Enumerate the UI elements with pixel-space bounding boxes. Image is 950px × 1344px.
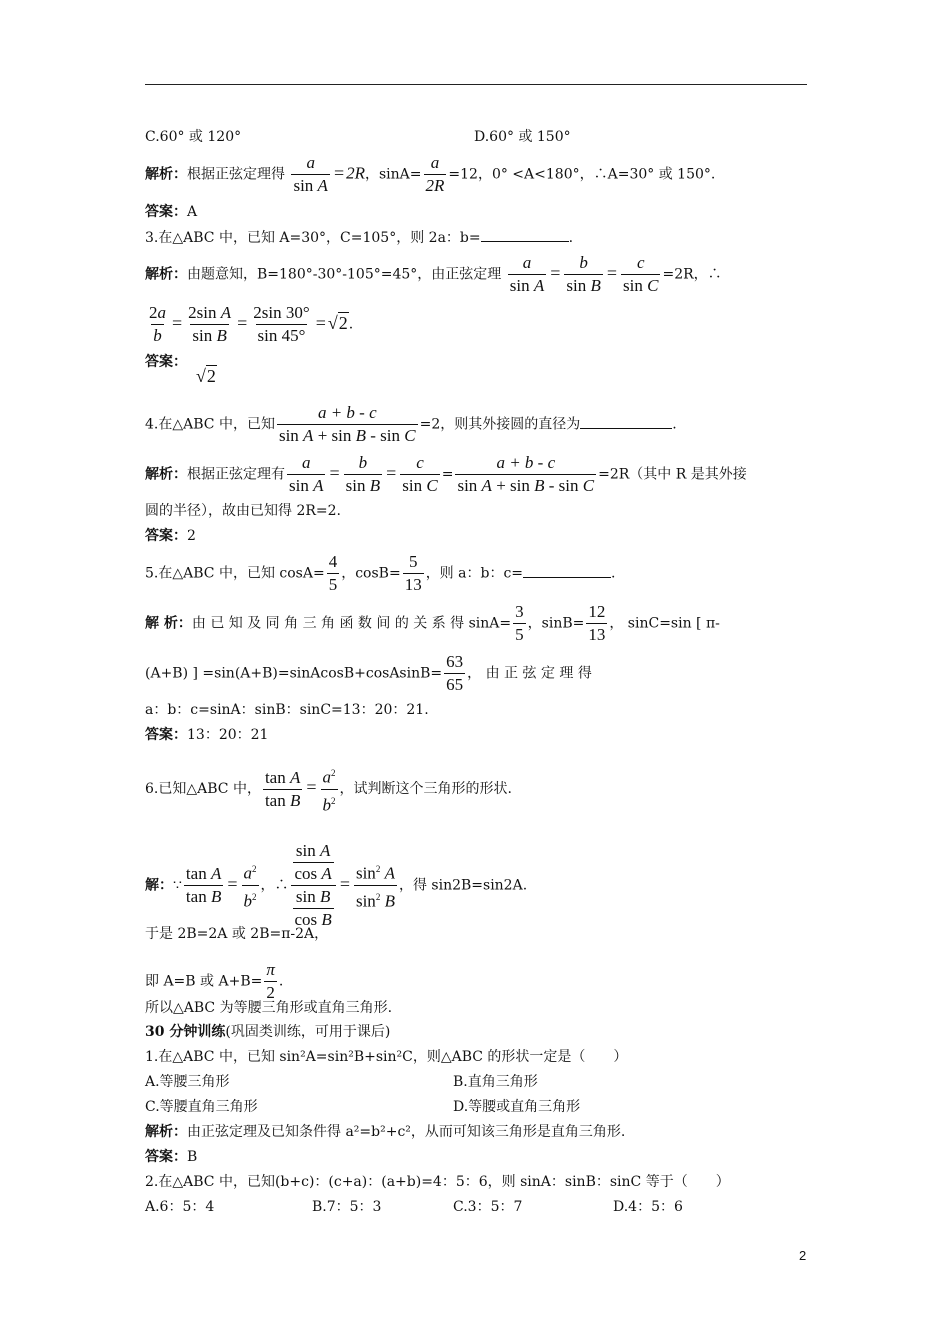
s1-answer: 答案：B: [145, 1149, 198, 1165]
s1-option-c: C.等腰直角三角形: [145, 1099, 258, 1115]
answer-4: 答案：2: [145, 528, 196, 544]
solution-6-line3: 即 A=B 或 A+B= $\frac{\pi}{2}$ .: [145, 960, 284, 1002]
header-rule: [145, 84, 807, 85]
analysis-2: 解析：根据正弦定理得 $\frac{a}{\text{sin A}}$ = 2R，sinA= $\frac{a}{2R}$ =12，0° <A<180°，∴A=30° 或 150°.: [145, 153, 716, 195]
answer-5: 答案：13：20：21: [145, 727, 269, 743]
answer-3: 答案：: [145, 354, 187, 370]
analysis-4: 解析：根据正弦定理有 $\frac{a}{\text{sin A}}$ = $\frac{b}{\text{sin B}}$ = $\frac{c}{\text{sin C}}$ = $\frac{a + b - c}{\text{sin A + sin B - sin C}}$ =2R（其中 R 是其外接: [145, 453, 747, 495]
analysis-3: 解析：由题意知，B=180°-30°-105°=45°，由正弦定理 $\frac{a}{\text{sin A}}$ = $\frac{b}{\text{sin B}}$ = $\frac{c}{\text{sin C}}$ =2R，∴: [145, 253, 722, 295]
question-6: 6.已知△ABC 中， $\frac{\text{tan A}}{\text{tan B}}$ = $\frac{a^2}{b^2}$ ，试判断这个三角形的形状.: [145, 767, 512, 815]
s1-analysis: 解析：由正弦定理及已知条件得 a²=b²+c²，从而可知该三角形是直角三角形.: [145, 1124, 626, 1140]
section-title: 30 分钟训练(巩固类训练，可用于课后): [145, 1024, 391, 1040]
s2-question: 2.在△ABC 中，已知(b+c)：(c+a)：(a+b)=4：5：6，则 sinA：sinB：sinC 等于（ ）: [145, 1174, 730, 1190]
question-5: 5.在△ABC 中，已知 cosA= $\frac{4}{5}$ ，cosB= $\frac{5}{13}$ ，则 a：b：c= .: [145, 552, 616, 594]
s2-option-a: A.6：5：4: [145, 1199, 215, 1215]
option-c: C.60° 或 120°: [145, 129, 242, 145]
answer-2: 答案：A: [145, 204, 198, 220]
analysis-5-cont: (A+B) ] =sin(A+B)=sinAcosB+cosAsinB= $\frac{63}{65}$ ， 由 正 弦 定 理 得: [145, 652, 592, 694]
analysis-5-ratio: a：b：c=sinA：sinB：sinC=13：20：21.: [145, 702, 429, 718]
page-number: 2: [799, 1248, 807, 1263]
s2-option-d: D.4：5：6: [613, 1199, 683, 1215]
analysis-4-cont: 圆的半径），故由已知得 2R=2.: [145, 503, 341, 519]
analysis-5: 解 析：由 已 知 及 同 角 三 角 函 数 间 的 关 系 得 sinA= $\frac{3}{5}$ ，sinB= $\frac{12}{13}$ ， sinC=sin [ π-: [145, 602, 720, 644]
s1-option-b: B.直角三角形: [453, 1074, 538, 1090]
s2-option-b: B.7：5：3: [312, 1199, 382, 1215]
s2-option-c: C.3：5：7: [453, 1199, 523, 1215]
analysis-3-formula: $\frac{2a}{b}$ = $\frac{\text{2sin A}}{\text{sin B}}$ = $\frac{2\sin 30^\circ}{\sin 45^\circ}$ = √2.: [149, 303, 354, 345]
s1-option-d: D.等腰或直角三角形: [453, 1099, 581, 1115]
solution-6-line4: 所以△ABC 为等腰三角形或直角三角形.: [145, 1000, 393, 1016]
question-3: 3.在△ABC 中，已知 A=30°，C=105°，则 2a：b= .: [145, 227, 573, 248]
option-d: D.60° 或 150°: [474, 129, 571, 145]
question-4: 4.在△ABC 中，已知 $\frac{a + b - c}{\text{sin A + sin B - sin C}}$ =2，则其外接圆的直径为 .: [145, 403, 677, 445]
solution-6: 解：∵ $\frac{\text{tan A}}{\text{tan B}}$ = $\frac{a^2}{b^2}$ ，∴ $\frac{\frac{\text{sin A}}{\text{cos A}}}{\frac{\text{sin B}}{\text{cos B}}}$ = $\frac{\sin^2 A}{\sin^2 B}$ ，得 sin2B=sin2A.: [145, 841, 528, 929]
s1-question: 1.在△ABC 中，已知 sin²A=sin²B+sin²C，则△ABC 的形状一定是（ ）: [145, 1049, 628, 1065]
solution-6-line2: 于是 2B=2A 或 2B=π-2A，: [145, 926, 329, 942]
answer-3-value: √2: [196, 366, 216, 386]
s1-option-a: A.等腰三角形: [145, 1074, 230, 1090]
